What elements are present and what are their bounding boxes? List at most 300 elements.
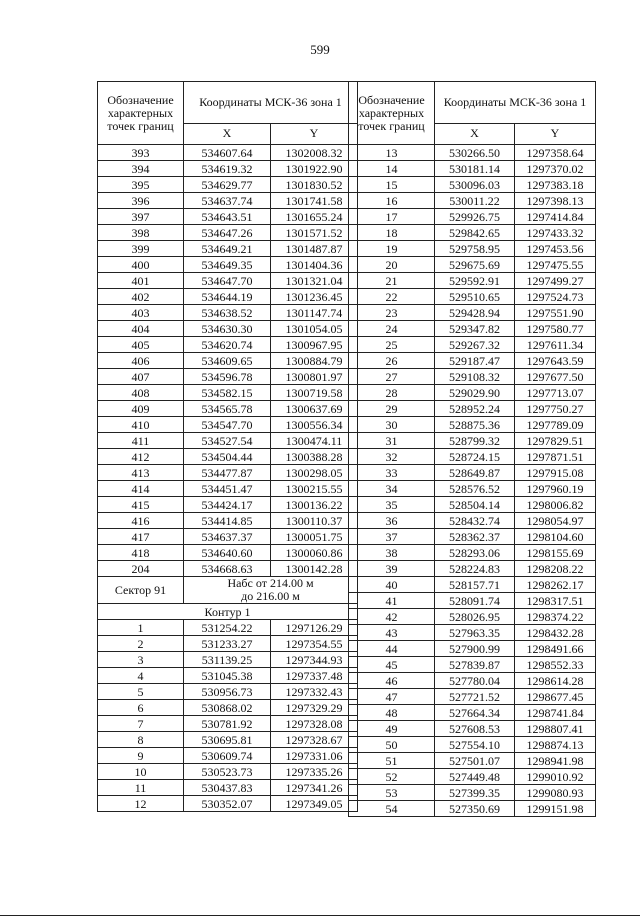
x-value: 530011.22 bbox=[435, 193, 515, 209]
point-number: 402 bbox=[98, 289, 184, 305]
x-value: 529675.69 bbox=[435, 257, 515, 273]
y-value: 1297433.32 bbox=[515, 225, 596, 241]
point-number: 21 bbox=[349, 273, 435, 289]
table-row bbox=[349, 545, 596, 561]
x-value: 527449.48 bbox=[435, 769, 515, 785]
y-value: 1297453.56 bbox=[515, 241, 596, 257]
point-number: 45 bbox=[349, 657, 435, 673]
y-value: 1300298.05 bbox=[271, 465, 358, 481]
y-value: 1301741.58 bbox=[271, 193, 358, 209]
y-value: 1297871.51 bbox=[515, 449, 596, 465]
x-value: 531045.38 bbox=[184, 668, 271, 684]
point-number: 46 bbox=[349, 673, 435, 689]
table-row bbox=[98, 465, 358, 481]
contour-row bbox=[98, 604, 358, 620]
table-row bbox=[349, 145, 596, 161]
y-value: 1297677.50 bbox=[515, 369, 596, 385]
y-value: 1301236.45 bbox=[271, 289, 358, 305]
x-value: 534451.47 bbox=[184, 481, 271, 497]
x-value: 534629.77 bbox=[184, 177, 271, 193]
y-value: 1297398.13 bbox=[515, 193, 596, 209]
y-value: 1300556.34 bbox=[271, 417, 358, 433]
point-number: 406 bbox=[98, 353, 184, 369]
point-number: 417 bbox=[98, 529, 184, 545]
table-row bbox=[98, 748, 358, 764]
x-value: 527608.53 bbox=[435, 721, 515, 737]
table-row bbox=[349, 305, 596, 321]
table-row bbox=[98, 401, 358, 417]
point-number: 44 bbox=[349, 641, 435, 657]
point-number: 40 bbox=[349, 577, 435, 593]
table-row bbox=[98, 209, 358, 225]
header-row bbox=[98, 82, 358, 124]
point-number: 14 bbox=[349, 161, 435, 177]
table-row bbox=[98, 145, 358, 161]
y-value: 1298614.28 bbox=[515, 673, 596, 689]
y-header: Y bbox=[271, 123, 358, 144]
y-value: 1301054.05 bbox=[271, 321, 358, 337]
x-value: 534668.63 bbox=[184, 561, 271, 577]
x-value: 531233.27 bbox=[184, 636, 271, 652]
point-number: 6 bbox=[98, 700, 184, 716]
y-value: 1297354.55 bbox=[271, 636, 358, 652]
point-number: 416 bbox=[98, 513, 184, 529]
point-number: 393 bbox=[98, 145, 184, 161]
y-value: 1297580.77 bbox=[515, 321, 596, 337]
table-row bbox=[98, 369, 358, 385]
x-value: 534547.70 bbox=[184, 417, 271, 433]
y-value: 1301655.24 bbox=[271, 209, 358, 225]
x-value: 534607.64 bbox=[184, 145, 271, 161]
point-number: 52 bbox=[349, 769, 435, 785]
x-value: 534640.60 bbox=[184, 545, 271, 561]
point-number: 28 bbox=[349, 385, 435, 401]
y-value: 1300801.97 bbox=[271, 369, 358, 385]
y-value: 1298941.98 bbox=[515, 753, 596, 769]
point-number: 26 bbox=[349, 353, 435, 369]
table-row bbox=[349, 641, 596, 657]
x-value: 534630.30 bbox=[184, 321, 271, 337]
point-number: 418 bbox=[98, 545, 184, 561]
y-value: 1300719.58 bbox=[271, 385, 358, 401]
table-row bbox=[98, 636, 358, 652]
y-value: 1298054.97 bbox=[515, 513, 596, 529]
table-row bbox=[349, 705, 596, 721]
x-value: 528362.37 bbox=[435, 529, 515, 545]
y-value: 1297328.67 bbox=[271, 732, 358, 748]
table-row bbox=[98, 321, 358, 337]
y-value: 1300884.79 bbox=[271, 353, 358, 369]
table-row bbox=[349, 801, 596, 817]
point-number: 41 bbox=[349, 593, 435, 609]
table-row bbox=[98, 513, 358, 529]
table-row bbox=[349, 369, 596, 385]
x-value: 531139.25 bbox=[184, 652, 271, 668]
table-row bbox=[349, 657, 596, 673]
y-value: 1297126.29 bbox=[271, 620, 358, 636]
x-value: 534596.78 bbox=[184, 369, 271, 385]
x-value: 527501.07 bbox=[435, 753, 515, 769]
x-value: 534649.21 bbox=[184, 241, 271, 257]
point-number: 38 bbox=[349, 545, 435, 561]
table-row bbox=[98, 193, 358, 209]
y-value: 1297335.26 bbox=[271, 764, 358, 780]
x-value: 528026.95 bbox=[435, 609, 515, 625]
x-value: 534637.74 bbox=[184, 193, 271, 209]
table-row bbox=[349, 673, 596, 689]
point-number: 404 bbox=[98, 321, 184, 337]
y-value: 1301571.52 bbox=[271, 225, 358, 241]
table-row bbox=[98, 545, 358, 561]
table-row bbox=[349, 593, 596, 609]
y-value: 1297499.27 bbox=[515, 273, 596, 289]
x-value: 529510.65 bbox=[435, 289, 515, 305]
x-value: 530181.14 bbox=[435, 161, 515, 177]
point-number: 3 bbox=[98, 652, 184, 668]
point-number: 405 bbox=[98, 337, 184, 353]
table-row bbox=[349, 161, 596, 177]
y-value: 1297341.26 bbox=[271, 780, 358, 796]
header-row bbox=[349, 82, 596, 124]
point-number: 399 bbox=[98, 241, 184, 257]
table-row bbox=[349, 321, 596, 337]
x-header: X bbox=[435, 123, 515, 144]
point-number: 50 bbox=[349, 737, 435, 753]
point-number: 414 bbox=[98, 481, 184, 497]
bottom-rule bbox=[0, 915, 640, 916]
point-number: 9 bbox=[98, 748, 184, 764]
x-value: 527900.99 bbox=[435, 641, 515, 657]
point-number: 48 bbox=[349, 705, 435, 721]
table-row bbox=[349, 417, 596, 433]
table-row bbox=[349, 465, 596, 481]
table-row bbox=[98, 161, 358, 177]
y-value: 1298677.45 bbox=[515, 689, 596, 705]
x-value: 527963.35 bbox=[435, 625, 515, 641]
x-value: 529347.82 bbox=[435, 321, 515, 337]
table-row bbox=[98, 684, 358, 700]
x-value: 529758.95 bbox=[435, 241, 515, 257]
y-value: 1298006.82 bbox=[515, 497, 596, 513]
y-value: 1297337.48 bbox=[271, 668, 358, 684]
point-number: 47 bbox=[349, 689, 435, 705]
y-value: 1299080.93 bbox=[515, 785, 596, 801]
table-row bbox=[98, 225, 358, 241]
table-row bbox=[98, 716, 358, 732]
table-row bbox=[98, 433, 358, 449]
table-row bbox=[98, 700, 358, 716]
table-row bbox=[98, 796, 358, 812]
y-value: 1298432.28 bbox=[515, 625, 596, 641]
table-row bbox=[98, 668, 358, 684]
table-row bbox=[349, 385, 596, 401]
point-number: 8 bbox=[98, 732, 184, 748]
x-value: 534620.74 bbox=[184, 337, 271, 353]
table-row bbox=[98, 561, 358, 577]
table-row bbox=[349, 753, 596, 769]
y-value: 1301487.87 bbox=[271, 241, 358, 257]
table-row bbox=[349, 257, 596, 273]
x-value: 530609.74 bbox=[184, 748, 271, 764]
point-number: 409 bbox=[98, 401, 184, 417]
table-row bbox=[98, 780, 358, 796]
point-number: 398 bbox=[98, 225, 184, 241]
y-value: 1297329.29 bbox=[271, 700, 358, 716]
y-value: 1297960.19 bbox=[515, 481, 596, 497]
point-number: 31 bbox=[349, 433, 435, 449]
y-value: 1298491.66 bbox=[515, 641, 596, 657]
x-value: 534424.17 bbox=[184, 497, 271, 513]
x-value: 534619.32 bbox=[184, 161, 271, 177]
sector-label: Сектор 91 bbox=[98, 577, 184, 604]
x-value: 530695.81 bbox=[184, 732, 271, 748]
y-value: 1298874.13 bbox=[515, 737, 596, 753]
y-value: 1298104.60 bbox=[515, 529, 596, 545]
point-number: 29 bbox=[349, 401, 435, 417]
point-number: 1 bbox=[98, 620, 184, 636]
x-value: 534504.44 bbox=[184, 449, 271, 465]
table-row bbox=[349, 737, 596, 753]
x-value: 527721.52 bbox=[435, 689, 515, 705]
x-value: 529108.32 bbox=[435, 369, 515, 385]
x-value: 531254.22 bbox=[184, 620, 271, 636]
x-value: 530781.92 bbox=[184, 716, 271, 732]
y-value: 1297475.55 bbox=[515, 257, 596, 273]
y-value: 1297358.64 bbox=[515, 145, 596, 161]
table-row bbox=[98, 449, 358, 465]
point-number: 11 bbox=[98, 780, 184, 796]
y-value: 1300110.37 bbox=[271, 513, 358, 529]
y-value: 1301321.04 bbox=[271, 273, 358, 289]
y-value: 1298317.51 bbox=[515, 593, 596, 609]
point-number: 23 bbox=[349, 305, 435, 321]
y-value: 1298262.17 bbox=[515, 577, 596, 593]
x-value: 529926.75 bbox=[435, 209, 515, 225]
x-value: 534637.37 bbox=[184, 529, 271, 545]
table-row bbox=[349, 401, 596, 417]
x-header: X bbox=[184, 123, 271, 144]
point-number: 2 bbox=[98, 636, 184, 652]
table-row bbox=[349, 513, 596, 529]
point-number: 53 bbox=[349, 785, 435, 801]
table-row bbox=[98, 273, 358, 289]
sector-description: Набс от 214.00 м до 216.00 м bbox=[184, 577, 358, 604]
right-coordinates-table bbox=[348, 81, 596, 817]
x-value: 534638.52 bbox=[184, 305, 271, 321]
x-value: 527780.04 bbox=[435, 673, 515, 689]
x-value: 527664.34 bbox=[435, 705, 515, 721]
table-row bbox=[349, 785, 596, 801]
table-row bbox=[98, 257, 358, 273]
point-number: 24 bbox=[349, 321, 435, 337]
point-number: 411 bbox=[98, 433, 184, 449]
y-value: 1300967.95 bbox=[271, 337, 358, 353]
point-number: 397 bbox=[98, 209, 184, 225]
point-number: 415 bbox=[98, 497, 184, 513]
y-value: 1297829.51 bbox=[515, 433, 596, 449]
table-row bbox=[349, 609, 596, 625]
y-value: 1297383.18 bbox=[515, 177, 596, 193]
point-number: 403 bbox=[98, 305, 184, 321]
y-value: 1298552.33 bbox=[515, 657, 596, 673]
table-row bbox=[98, 177, 358, 193]
point-number: 27 bbox=[349, 369, 435, 385]
point-number: 30 bbox=[349, 417, 435, 433]
contour-label: Контур 1 bbox=[98, 604, 358, 620]
y-value: 1297789.09 bbox=[515, 417, 596, 433]
x-value: 530352.07 bbox=[184, 796, 271, 812]
point-number: 51 bbox=[349, 753, 435, 769]
point-number: 22 bbox=[349, 289, 435, 305]
y-value: 1302008.32 bbox=[271, 145, 358, 161]
x-value: 528952.24 bbox=[435, 401, 515, 417]
table-row bbox=[98, 305, 358, 321]
table-row bbox=[349, 689, 596, 705]
point-number: 54 bbox=[349, 801, 435, 817]
x-value: 530096.03 bbox=[435, 177, 515, 193]
y-value: 1298807.41 bbox=[515, 721, 596, 737]
point-number: 10 bbox=[98, 764, 184, 780]
point-number: 410 bbox=[98, 417, 184, 433]
point-number: 19 bbox=[349, 241, 435, 257]
coordinates-header: Координаты МСК-36 зона 1 bbox=[435, 82, 596, 124]
y-value: 1298741.84 bbox=[515, 705, 596, 721]
x-value: 534644.19 bbox=[184, 289, 271, 305]
y-value: 1297332.43 bbox=[271, 684, 358, 700]
x-value: 528157.71 bbox=[435, 577, 515, 593]
x-value: 528649.87 bbox=[435, 465, 515, 481]
x-value: 534643.51 bbox=[184, 209, 271, 225]
table-row bbox=[349, 433, 596, 449]
x-value: 528293.06 bbox=[435, 545, 515, 561]
y-value: 1297349.05 bbox=[271, 796, 358, 812]
point-number: 43 bbox=[349, 625, 435, 641]
table-row bbox=[349, 449, 596, 465]
table-row bbox=[98, 764, 358, 780]
x-value: 529842.65 bbox=[435, 225, 515, 241]
y-value: 1297551.90 bbox=[515, 305, 596, 321]
y-value: 1297370.02 bbox=[515, 161, 596, 177]
table-row bbox=[98, 652, 358, 668]
point-number: 394 bbox=[98, 161, 184, 177]
point-number: 35 bbox=[349, 497, 435, 513]
table-row bbox=[349, 529, 596, 545]
y-value: 1301404.36 bbox=[271, 257, 358, 273]
table-row bbox=[349, 721, 596, 737]
table-row bbox=[349, 273, 596, 289]
x-value: 530523.73 bbox=[184, 764, 271, 780]
coordinates-header: Координаты МСК-36 зона 1 bbox=[184, 82, 358, 124]
point-number: 400 bbox=[98, 257, 184, 273]
table-row bbox=[349, 177, 596, 193]
y-value: 1297713.07 bbox=[515, 385, 596, 401]
x-value: 528576.52 bbox=[435, 481, 515, 497]
x-value: 528875.36 bbox=[435, 417, 515, 433]
point-number: 413 bbox=[98, 465, 184, 481]
y-value: 1297331.06 bbox=[271, 748, 358, 764]
table-row bbox=[98, 353, 358, 369]
left-coordinates-table bbox=[97, 81, 358, 812]
y-value: 1297414.84 bbox=[515, 209, 596, 225]
x-value: 530868.02 bbox=[184, 700, 271, 716]
table-row bbox=[349, 225, 596, 241]
y-value: 1297328.08 bbox=[271, 716, 358, 732]
y-header: Y bbox=[515, 123, 596, 144]
designation-header: Обозначение характерных точек границ bbox=[98, 82, 184, 145]
point-number: 17 bbox=[349, 209, 435, 225]
table-row bbox=[98, 620, 358, 636]
x-value: 529267.32 bbox=[435, 337, 515, 353]
table-row bbox=[98, 385, 358, 401]
x-value: 530956.73 bbox=[184, 684, 271, 700]
y-value: 1300060.86 bbox=[271, 545, 358, 561]
table-row bbox=[349, 289, 596, 305]
table-row bbox=[349, 497, 596, 513]
point-number: 36 bbox=[349, 513, 435, 529]
x-value: 534414.85 bbox=[184, 513, 271, 529]
point-number: 5 bbox=[98, 684, 184, 700]
point-number: 18 bbox=[349, 225, 435, 241]
x-value: 534582.15 bbox=[184, 385, 271, 401]
y-value: 1301147.74 bbox=[271, 305, 358, 321]
x-value: 534647.26 bbox=[184, 225, 271, 241]
x-value: 528091.74 bbox=[435, 593, 515, 609]
x-value: 529592.91 bbox=[435, 273, 515, 289]
point-number: 4 bbox=[98, 668, 184, 684]
point-number: 34 bbox=[349, 481, 435, 497]
point-number: 12 bbox=[98, 796, 184, 812]
designation-header: Обозначение характерных точек границ bbox=[349, 82, 435, 145]
table-row bbox=[349, 209, 596, 225]
point-number: 25 bbox=[349, 337, 435, 353]
y-value: 1300215.55 bbox=[271, 481, 358, 497]
y-value: 1300136.22 bbox=[271, 497, 358, 513]
table-row bbox=[349, 337, 596, 353]
table-row bbox=[98, 732, 358, 748]
table-row bbox=[349, 353, 596, 369]
point-number: 42 bbox=[349, 609, 435, 625]
y-value: 1297524.73 bbox=[515, 289, 596, 305]
table-row bbox=[98, 529, 358, 545]
point-number: 396 bbox=[98, 193, 184, 209]
table-row bbox=[349, 193, 596, 209]
point-number: 7 bbox=[98, 716, 184, 732]
x-value: 528724.15 bbox=[435, 449, 515, 465]
x-value: 528504.14 bbox=[435, 497, 515, 513]
point-number: 407 bbox=[98, 369, 184, 385]
y-value: 1300637.69 bbox=[271, 401, 358, 417]
table-row bbox=[349, 561, 596, 577]
table-row bbox=[98, 289, 358, 305]
x-value: 534565.78 bbox=[184, 401, 271, 417]
table-row bbox=[349, 625, 596, 641]
table-row bbox=[98, 497, 358, 513]
point-number: 49 bbox=[349, 721, 435, 737]
y-value: 1300474.11 bbox=[271, 433, 358, 449]
x-value: 527839.87 bbox=[435, 657, 515, 673]
y-value: 1297643.59 bbox=[515, 353, 596, 369]
point-number: 16 bbox=[349, 193, 435, 209]
x-value: 534477.87 bbox=[184, 465, 271, 481]
table-row bbox=[349, 769, 596, 785]
table-row bbox=[98, 241, 358, 257]
point-number: 13 bbox=[349, 145, 435, 161]
y-value: 1297915.08 bbox=[515, 465, 596, 481]
y-value: 1297750.27 bbox=[515, 401, 596, 417]
x-value: 529428.94 bbox=[435, 305, 515, 321]
y-value: 1300051.75 bbox=[271, 529, 358, 545]
page-number: 599 bbox=[310, 42, 330, 57]
